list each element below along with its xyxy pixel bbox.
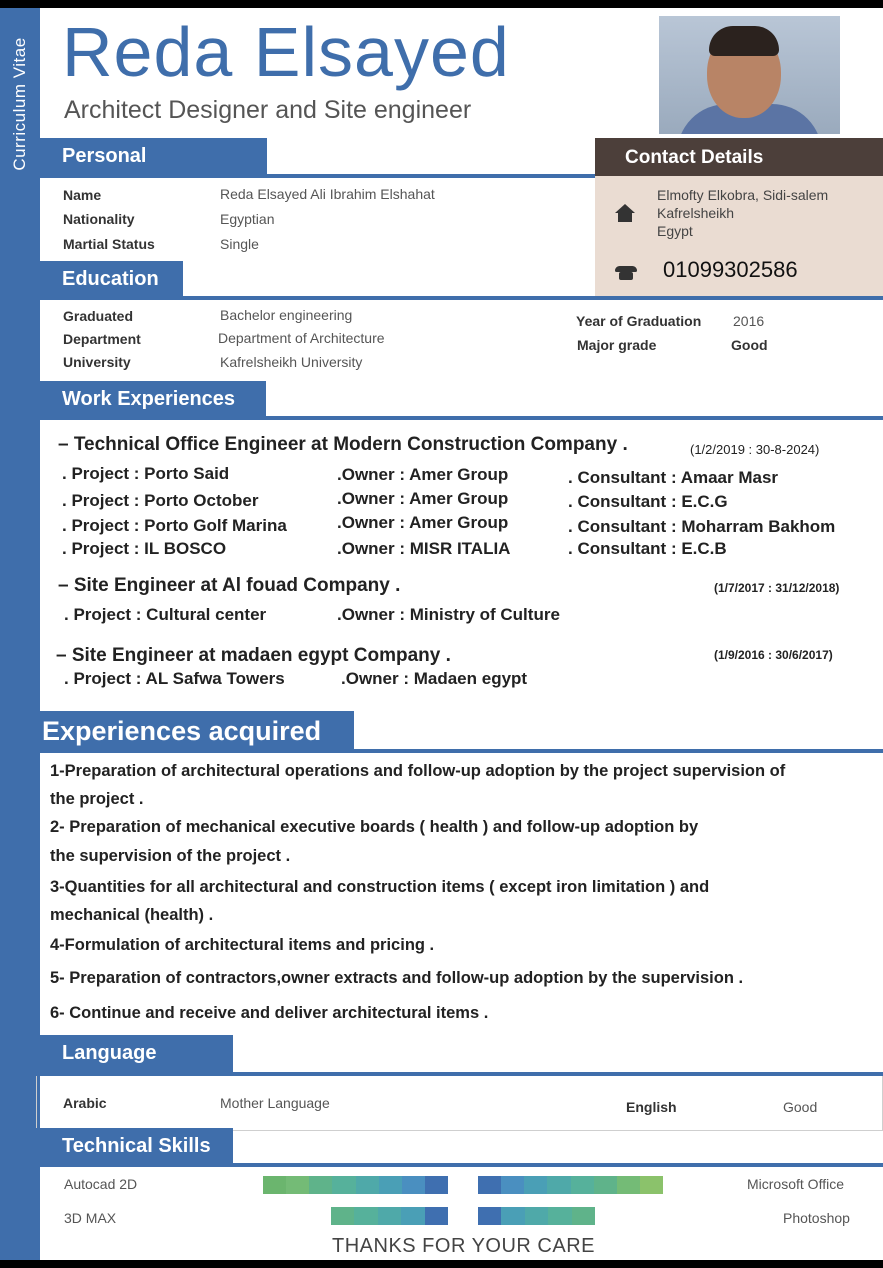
acquired-line: the supervision of the project . (50, 847, 291, 865)
personal-status-value: Single (220, 236, 259, 252)
acquired-line: 5- Preparation of contractors,owner extracts and follow-up adoption by the supervision . (50, 969, 744, 987)
language-name: Arabic (63, 1095, 107, 1111)
section-rule (34, 749, 883, 753)
personal-status-label: Martial Status (63, 236, 155, 252)
job-owner: .Owner : MISR ITALIA (337, 539, 511, 558)
cv-page (0, 8, 883, 1260)
job-project: . Project : Porto Said (62, 464, 230, 483)
acquired-line: 1-Preparation of architectural operations and follow-up adoption by the project supervision of (50, 762, 786, 780)
section-rule (34, 416, 883, 420)
job-title: – Site Engineer at Al fouad Company . (58, 575, 401, 596)
profile-photo (659, 16, 840, 134)
personal-nationality-value: Egyptian (220, 211, 275, 227)
footer-thanks: THANKS FOR YOUR CARE (332, 1235, 595, 1257)
job-dates: (1/7/2017 : 31/12/2018) (714, 581, 840, 595)
acquired-line: 6- Continue and receive and deliver architectural items . (50, 1004, 489, 1022)
skill-name: Microsoft Office (747, 1176, 844, 1192)
acquired-line: the project . (50, 790, 144, 808)
skill-level-bar (478, 1176, 663, 1194)
section-technical-skills: Technical Skills (34, 1128, 233, 1165)
education-university-label: University (63, 354, 131, 370)
contact-panel (595, 138, 883, 298)
graduation-year-value: 2016 (733, 313, 765, 329)
job-owner: .Owner : Amer Group (337, 489, 509, 508)
candidate-role: Architect Designer and Site engineer (64, 96, 472, 124)
education-university-value: Kafrelsheikh University (220, 354, 363, 370)
personal-name-value: Reda Elsayed Ali Ibrahim Elshahat (220, 186, 435, 202)
job-project: . Project : AL Safwa Towers (64, 669, 285, 688)
job-dates: (1/2/2019 : 30-8-2024) (690, 442, 820, 457)
section-education: Education (34, 261, 183, 298)
section-work-experiences: Work Experiences (34, 381, 266, 418)
acquired-line: 3-Quantities for all architectural and construction items ( except iron limitation ) and (50, 878, 710, 896)
personal-name-label: Name (63, 187, 102, 203)
section-rule (34, 174, 595, 178)
job-consultant: . Consultant : Amaar Masr (568, 468, 779, 487)
acquired-line: 2- Preparation of mechanical executive boards ( health ) and follow-up adoption by (50, 818, 699, 836)
education-graduated-label: Graduated (63, 308, 134, 324)
job-project: . Project : Porto Golf Marina (62, 516, 287, 535)
skill-level-bar (263, 1176, 448, 1194)
sidebar-label: Curriculum Vitae (10, 37, 29, 171)
acquired-line: 4-Formulation of architectural items and pricing . (50, 936, 435, 954)
language-level: Mother Language (220, 1095, 330, 1111)
language-name: English (626, 1099, 677, 1115)
personal-nationality-label: Nationality (63, 211, 135, 227)
skill-name: Photoshop (783, 1210, 850, 1226)
job-project: . Project : Porto October (62, 491, 259, 510)
job-dates: (1/9/2016 : 30/6/2017) (714, 648, 833, 662)
job-title: – Site Engineer at madaen egypt Company . (56, 645, 451, 666)
skill-level-bar (478, 1207, 595, 1225)
section-rule (34, 296, 883, 300)
education-graduated-value: Bachelor engineering (220, 307, 353, 323)
home-icon (615, 204, 635, 222)
graduation-year-label: Year of Graduation (576, 313, 702, 329)
section-personal: Personal (34, 138, 267, 175)
language-box (36, 1076, 883, 1131)
education-department-label: Department (63, 331, 141, 347)
section-rule (34, 1163, 883, 1167)
contact-address-line: Elmofty Elkobra, Sidi-salem (657, 187, 829, 203)
skill-level-bar (331, 1207, 448, 1225)
job-project: . Project : IL BOSCO (62, 539, 227, 558)
job-consultant: . Consultant : E.C.B (568, 539, 727, 558)
major-grade-value: Good (731, 337, 768, 353)
contact-phone: 01099302586 (663, 257, 798, 282)
section-language: Language (34, 1035, 233, 1072)
section-experiences-acquired: Experiences acquired (34, 711, 354, 751)
contact-title: Contact Details (595, 138, 883, 176)
job-owner: .Owner : Amer Group (337, 513, 509, 532)
language-level: Good (783, 1099, 818, 1115)
education-department-value: Department of Architecture (218, 330, 385, 346)
job-title: – Technical Office Engineer at Modern Construction Company . (58, 434, 628, 455)
job-owner: .Owner : Amer Group (337, 465, 509, 484)
contact-address-line: Egypt (657, 223, 693, 239)
phone-icon (615, 266, 637, 280)
contact-address-line: Kafrelsheikh (657, 205, 735, 221)
job-owner: .Owner : Madaen egypt (341, 669, 528, 688)
job-owner: .Owner : Ministry of Culture (337, 605, 560, 624)
major-grade-label: Major grade (577, 337, 657, 353)
skill-name: 3D MAX (64, 1210, 117, 1226)
candidate-name: Reda Elsayed (62, 13, 510, 91)
job-consultant: . Consultant : E.C.G (568, 492, 728, 511)
job-consultant: . Consultant : Moharram Bakhom (568, 517, 836, 536)
job-project: . Project : Cultural center (64, 605, 267, 624)
skill-name: Autocad 2D (64, 1176, 138, 1192)
acquired-line: mechanical (health) . (50, 906, 214, 924)
